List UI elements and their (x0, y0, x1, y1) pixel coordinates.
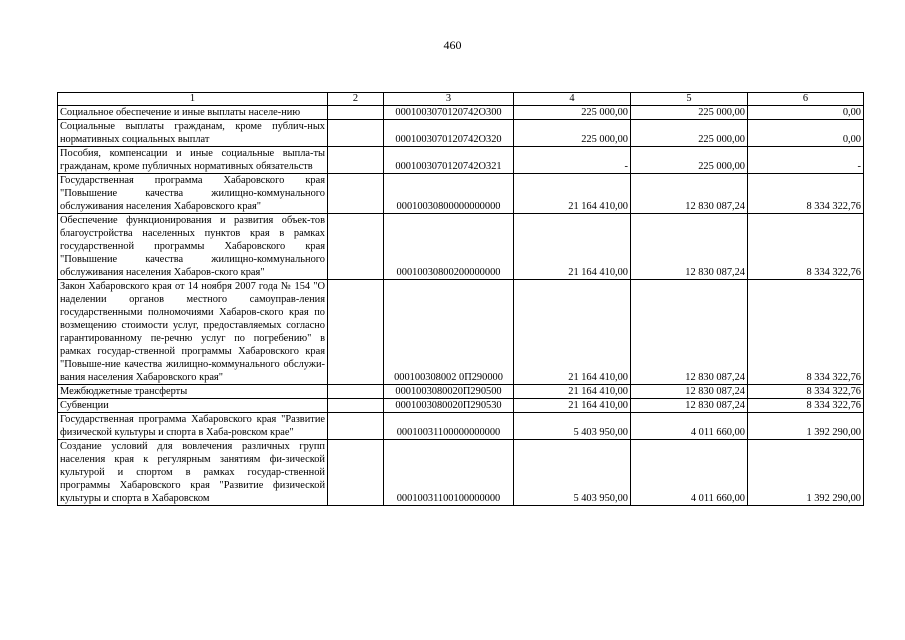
row-value-col5: 225 000,00 (631, 120, 748, 147)
budget-table (57, 92, 864, 506)
row-value-col6: - (748, 147, 864, 174)
row-col2 (328, 413, 384, 440)
row-code: 000100308002 0П290000 (384, 280, 514, 385)
column-header-5: 5 (631, 93, 748, 106)
row-col2 (328, 106, 384, 120)
row-value-col5: 225 000,00 (631, 147, 748, 174)
row-value-col5: 4 011 660,00 (631, 413, 748, 440)
row-value-col4: 5 403 950,00 (514, 413, 631, 440)
row-code: 0001003070120742О300 (384, 106, 514, 120)
row-value-col5: 12 830 087,24 (631, 214, 748, 280)
row-value-col6: 8 334 322,76 (748, 174, 864, 214)
row-value-col4: 225 000,00 (514, 106, 631, 120)
row-name: Социальные выплаты гражданам, кроме публич-ных нормативных социальных выплат (58, 120, 328, 147)
row-value-col5: 4 011 660,00 (631, 440, 748, 506)
row-name: Закон Хабаровского края от 14 ноября 2007 года № 154 "О наделении органов местного самоуправ-ления государственными полномочиями Хабаров-ского края по возмещению стоимости услуг, предоставляемых согласно гарантированному пе-речню услуг по погребению" в рамках государ-ственной программы Хабаровского края "Повыше-ние качества жилищно-коммунального обслужи-вания населения Хабаровского края" (58, 280, 328, 385)
row-value-col5: 12 830 087,24 (631, 280, 748, 385)
row-name: Обеспечение функционирования и развития объек-тов благоустройства населенных пунктов края в рамках государственной программы Хабаровского края "Повышение качества жилищно-коммунального обслуживания населения Хабаров-ского края" (58, 214, 328, 280)
row-value-col6: 1 392 290,00 (748, 440, 864, 506)
table-body (58, 106, 864, 506)
table-row (58, 147, 864, 174)
row-value-col4: 21 164 410,00 (514, 214, 631, 280)
row-code: 0001003080020П290530 (384, 399, 514, 413)
row-name: Государственная программа Хабаровского края "Развитие физической культуры и спорта в Хаба-ровском крае" (58, 413, 328, 440)
row-value-col5: 12 830 087,24 (631, 174, 748, 214)
row-col2 (328, 174, 384, 214)
row-value-col6: 8 334 322,76 (748, 399, 864, 413)
row-col2 (328, 214, 384, 280)
row-value-col6: 0,00 (748, 106, 864, 120)
row-value-col4: 21 164 410,00 (514, 385, 631, 399)
table-row (58, 399, 864, 413)
row-name: Социальное обеспечение и иные выплаты населе-нию (58, 106, 328, 120)
row-value-col5: 225 000,00 (631, 106, 748, 120)
row-value-col6: 8 334 322,76 (748, 214, 864, 280)
row-col2 (328, 440, 384, 506)
row-code: 00010030800200000000 (384, 214, 514, 280)
table-row (58, 385, 864, 399)
row-value-col6: 1 392 290,00 (748, 413, 864, 440)
row-value-col4: 225 000,00 (514, 120, 631, 147)
row-code: 00010031100100000000 (384, 440, 514, 506)
row-value-col6: 0,00 (748, 120, 864, 147)
table-row (58, 214, 864, 280)
row-col2 (328, 399, 384, 413)
row-name: Субвенции (58, 399, 328, 413)
row-code: 0001003070120742О321 (384, 147, 514, 174)
row-name: Государственная программа Хабаровского края "Повышение качества жилищно-коммунального обслуживания населения Хабаровского края" (58, 174, 328, 214)
column-header-3: 3 (384, 93, 514, 106)
table-header-row (58, 93, 864, 106)
column-header-2: 2 (328, 93, 384, 106)
table-row (58, 106, 864, 120)
row-col2 (328, 280, 384, 385)
row-value-col4: 21 164 410,00 (514, 280, 631, 385)
row-col2 (328, 385, 384, 399)
column-header-1: 1 (58, 93, 328, 106)
column-header-6: 6 (748, 93, 864, 106)
row-value-col4: - (514, 147, 631, 174)
row-col2 (328, 147, 384, 174)
table-row (58, 120, 864, 147)
column-header-4: 4 (514, 93, 631, 106)
page-number: 460 (443, 38, 462, 52)
table-row (58, 174, 864, 214)
row-value-col4: 5 403 950,00 (514, 440, 631, 506)
row-code: 00010031100000000000 (384, 413, 514, 440)
row-code: 0001003080020П290500 (384, 385, 514, 399)
row-code: 0001003070120742О320 (384, 120, 514, 147)
row-value-col4: 21 164 410,00 (514, 399, 631, 413)
row-value-col6: 8 334 322,76 (748, 280, 864, 385)
row-value-col5: 12 830 087,24 (631, 385, 748, 399)
row-value-col5: 12 830 087,24 (631, 399, 748, 413)
row-value-col4: 21 164 410,00 (514, 174, 631, 214)
row-name: Пособия, компенсации и иные социальные выпла-ты гражданам, кроме публичных нормативных обязательств (58, 147, 328, 174)
row-code: 00010030800000000000 (384, 174, 514, 214)
table-row (58, 280, 864, 385)
table-row (58, 413, 864, 440)
row-name: Межбюджетные трансферты (58, 385, 328, 399)
row-name: Создание условий для вовлечения различных групп населения края к регулярным занятиям фи-зической культурой и спортом в рамках государ-ственной программы Хабаровского края "Развитие физической культуры и спорта в Хабаровском (58, 440, 328, 506)
row-col2 (328, 120, 384, 147)
row-value-col6: 8 334 322,76 (748, 385, 864, 399)
table-row (58, 440, 864, 506)
